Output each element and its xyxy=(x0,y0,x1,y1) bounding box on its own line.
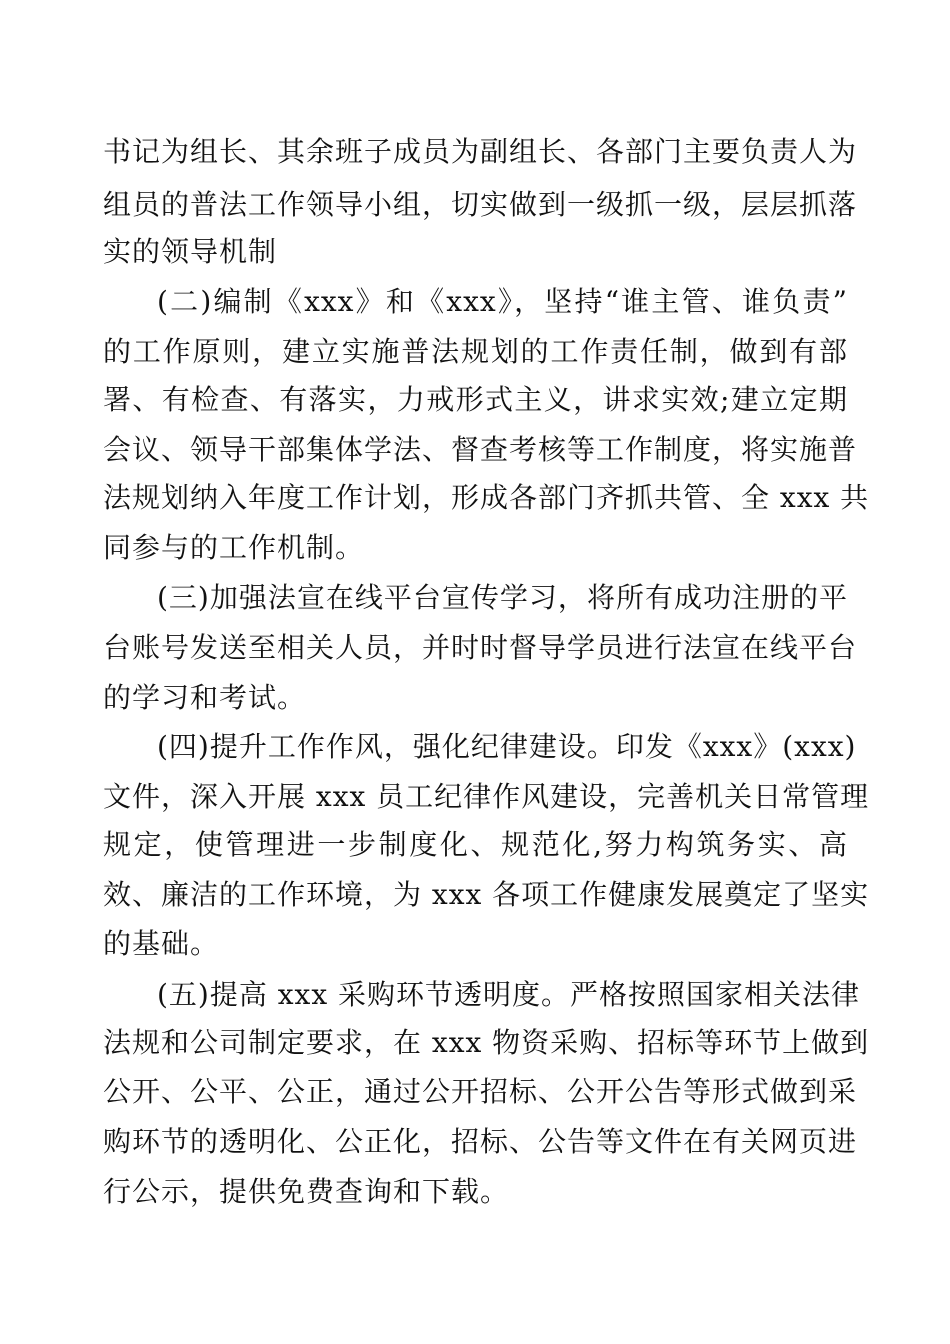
text-line-3: 实的领导机制 xyxy=(103,235,278,268)
text-line-1: 书记为组长、其余班子成员为副组长、各部门主要负责人为 xyxy=(103,135,858,168)
text-line-10: (三)加强法宣在线平台宣传学习，将所有成功注册的平 xyxy=(157,581,848,614)
text-line-17: 的基础。 xyxy=(103,927,220,960)
text-line-15: 规定，使管理进一步制度化、规范化,努力构筑务实、高 xyxy=(103,828,848,861)
text-line-14: 文件，深入开展 xxx 员工纪律作风建设，完善机关日常管理 xyxy=(103,780,870,813)
text-line-11: 台账号发送至相关人员，并时时督导学员进行法宣在线平台 xyxy=(103,631,858,664)
text-line-9: 同参与的工作机制。 xyxy=(103,531,365,564)
text-line-12: 的学习和考试。 xyxy=(103,681,307,714)
text-line-20: 公开、公平、公正，通过公开招标、公开公告等形式做到采 xyxy=(103,1075,858,1108)
text-line-13: (四)提升工作作风，强化纪律建设。印发《xxx》(xxx) xyxy=(157,730,857,763)
text-line-18: (五)提高 xxx 采购环节透明度。严格按照国家相关法律 xyxy=(157,978,861,1011)
text-line-5: 的工作原则，建立实施普法规划的工作责任制，做到有部 xyxy=(103,335,848,368)
text-line-6: 署、有检查、有落实，力戒形式主义，讲求实效;建立定期 xyxy=(103,383,848,416)
text-line-2: 组员的普法工作领导小组，切实做到一级抓一级，层层抓落 xyxy=(103,188,858,221)
text-line-19: 法规和公司制定要求，在 xxx 物资采购、招标等环节上做到 xyxy=(103,1026,870,1059)
text-line-22: 行公示，提供免费查询和下载。 xyxy=(103,1175,510,1208)
text-line-7: 会议、领导干部集体学法、督查考核等工作制度，将实施普 xyxy=(103,433,858,466)
text-line-8: 法规划纳入年度工作计划，形成各部门齐抓共管、全 xxx 共 xyxy=(103,481,870,514)
text-line-21: 购环节的透明化、公正化，招标、公告等文件在有关网页进 xyxy=(103,1125,858,1158)
text-line-16: 效、廉洁的工作环境，为 xxx 各项工作健康发展奠定了坚实 xyxy=(103,878,870,911)
text-line-4: (二)编制《xxx》和《xxx》，坚持“谁主管、谁负责” xyxy=(157,285,848,318)
